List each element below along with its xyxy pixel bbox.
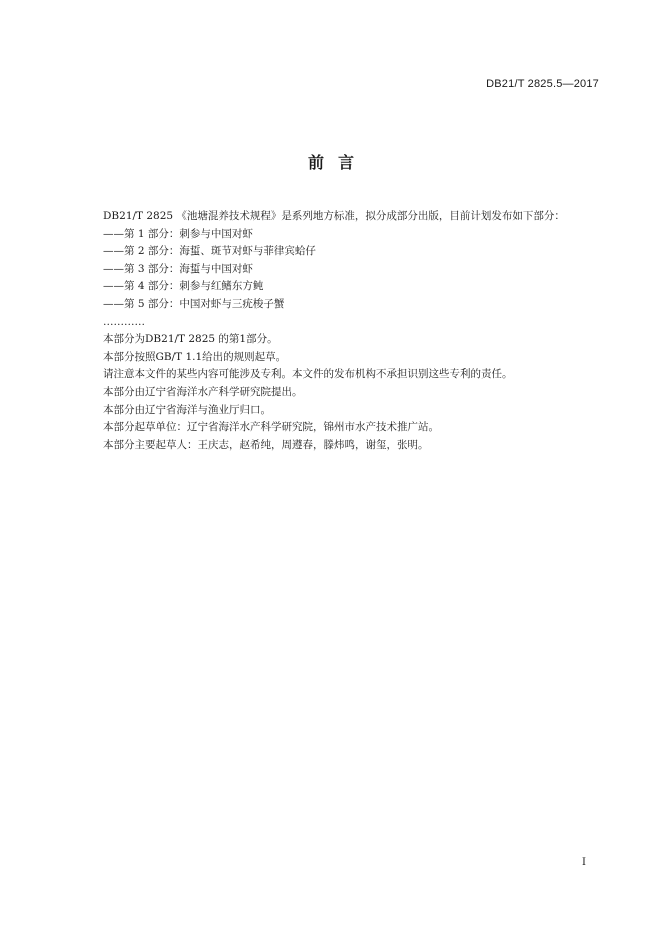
part-list-item: ——第 1 部分：刺参与中国对虾 <box>103 227 253 240</box>
part-list-item: ——第 3 部分：海蜇与中国对虾 <box>103 262 253 275</box>
statement-line: 本部分为DB21/T 2825 的第1部分。 <box>103 333 278 346</box>
statement-line: 本部分起草单位：辽宁省海洋水产科学研究院，锦州市水产技术推广站。 <box>103 421 439 434</box>
part-list-item: ——第 5 部分：中国对虾与三疣梭子蟹 <box>103 297 285 310</box>
statement-line: 本部分按照GB/T 1.1给出的规则起草。 <box>103 350 287 363</box>
page-title: 前言 <box>307 153 368 172</box>
document-code: DB21/T 2825.5—2017 <box>486 78 599 90</box>
foreword-body <box>103 208 603 454</box>
part-list-item: ——第 4 部分：刺参与红鳍东方鲀 <box>103 280 264 293</box>
ellipsis-line: ………… <box>103 315 145 328</box>
statement-line: 本部分由辽宁省海洋与渔业厅归口。 <box>103 403 271 416</box>
statement-line: 本部分由辽宁省海洋水产科学研究院提出。 <box>103 385 303 398</box>
intro-paragraph: DB21/T 2825 《池塘混养技术规程》是系列地方标准，拟分成部分出版，目前计划发布如下部分： <box>103 210 565 222</box>
part-list-item: ——第 2 部分：海蜇、斑节对虾与菲律宾蛤仔 <box>103 245 316 258</box>
statement-line: 请注意本文件的某些内容可能涉及专利。本文件的发布机构不承担识别这些专利的责任。 <box>103 368 513 381</box>
page-number: I <box>582 857 586 868</box>
statement-line: 本部分主要起草人：王庆志，赵希纯，周遵春，滕炜鸣，谢玺，张明。 <box>103 438 429 451</box>
